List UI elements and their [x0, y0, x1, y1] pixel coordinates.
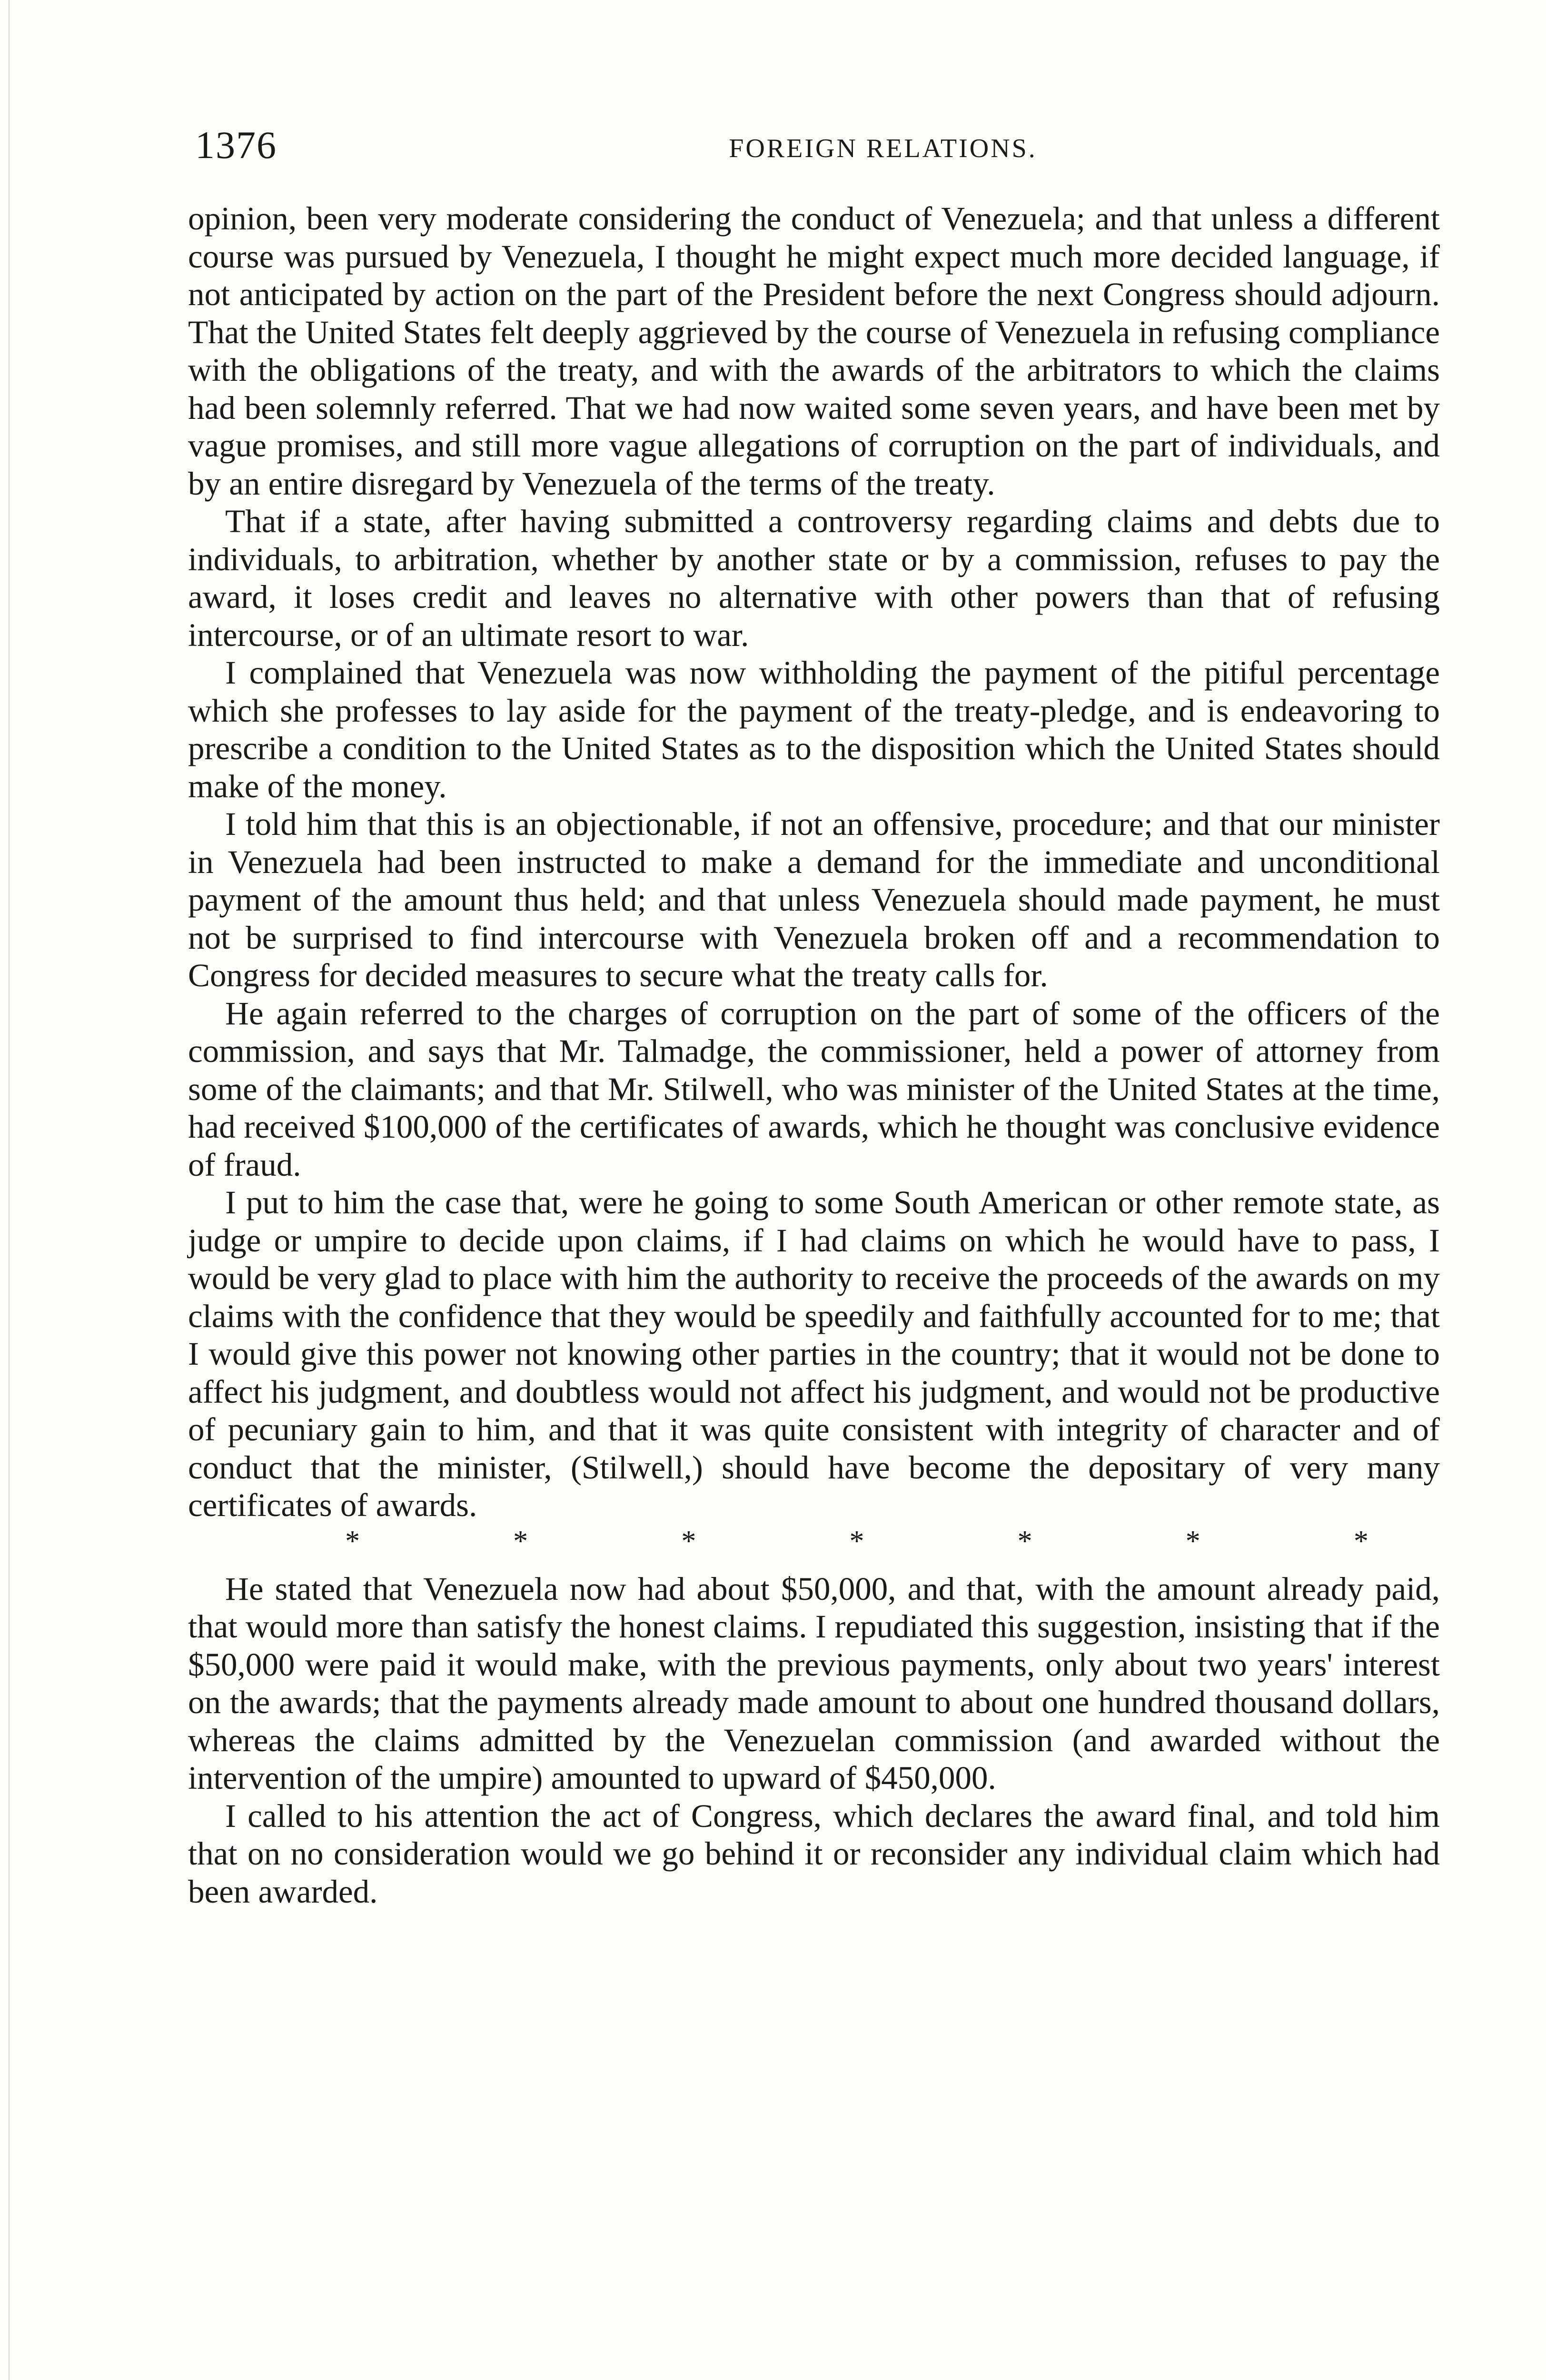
page-number: 1376 [195, 123, 277, 167]
paragraph: opinion, been very moderate considering the conduct of Venezuela; and that unless a different course was pursued by Venezuela, I thought he might expect much more decided language, if not anticipated by action on the part of the President before the next Congress should adjourn. That the United States felt deeply aggrieved by the course of Venezuela in refusing compliance with the obligations of the treaty, and with the awards of the arbitrators to which the claims had been solemnly referred. That we had now waited some seven years, and have been met by vague promises, and still more vague allegations of corruption on the part of individuals, and by an entire disregard by Venezuela of the terms of the treaty. [188, 200, 1440, 502]
asterisk: * [681, 1525, 696, 1557]
body-text [188, 200, 1440, 1911]
asterisk: * [1017, 1525, 1032, 1557]
binding-edge-line [9, 0, 10, 2380]
paragraph: That if a state, after having submitted a controversy regarding claims and debts due to individuals, to arbitration, whether by another state or by a commission, refuses to pay the award, it loses credit and leaves no alternative with other powers than that of refusing intercourse, or of an ultimate resort to war. [188, 503, 1440, 653]
asterisk: * [1185, 1525, 1200, 1557]
section-break-asterisks [188, 1525, 1440, 1558]
paragraph: I complained that Venezuela was now withholding the payment of the pitiful percentage which she professes to lay aside for the payment of the treaty-pledge, and is endeavoring to prescribe a condition to the United States as to the disposition which the United States should make of the money. [188, 654, 1440, 804]
asterisk: * [1353, 1525, 1368, 1557]
page-header [195, 119, 1447, 176]
asterisk: * [849, 1525, 864, 1557]
paragraph: I told him that this is an objectionable, if not an offensive, procedure; and that our minister in Venezuela had been instructed to make a demand for the immediate and unconditional payment of the amount thus held; and that unless Venezuela should made payment, he must not be surprised to find intercourse with Venezuela broken off and a recommendation to Congress for decided measures to secure what the treaty calls for. [188, 806, 1440, 993]
asterisk: * [345, 1525, 360, 1557]
paragraph: I put to him the case that, were he going to some South American or other remote state, as judge or umpire to decide upon claims, if I had claims on which he would have to pass, I would be very glad to place with him the authority to receive the proceeds of the awards on my claims with the confidence that they would be speedily and faithfully accounted for to me; that I would give this power not knowing other parties in the country; that it would not be done to affect his judgment, and doubtless would not affect his judgment, and would not be productive of pecuniary gain to him, and that it was quite consistent with integrity of character and of conduct that the minister, (Stilwell,) should have become the depositary of very many certificates of awards. [188, 1184, 1440, 1523]
running-head: FOREIGN RELATIONS. [729, 134, 1037, 163]
paragraph: He stated that Venezuela now had about $50,000, and that, with the amount already paid, that would more than satisfy the honest claims. I repudiated this suggestion, insisting that if the $50,000 were paid it would make, with the previous payments, only about two years' interest on the awards; that the payments already made amount to about one hundred thousand dollars, whereas the claims admitted by the Venezuelan commission (and awarded without the intervention of the umpire) amounted to upward of $450,000. [188, 1570, 1440, 1796]
paragraph: He again referred to the charges of corruption on the part of some of the officers of the commission, and says that Mr. Talmadge, the commissioner, held a power of attorney from some of the claimants; and that Mr. Stilwell, who was minister of the United States at the time, had received $100,000 of the certificates of awards, which he thought was conclusive evidence of fraud. [188, 995, 1440, 1183]
asterisk: * [513, 1525, 528, 1557]
paragraph: I called to his attention the act of Congress, which declares the award final, and told him that on no consideration would we go behind it or reconsider any individual claim which had been awarded. [188, 1797, 1440, 1910]
